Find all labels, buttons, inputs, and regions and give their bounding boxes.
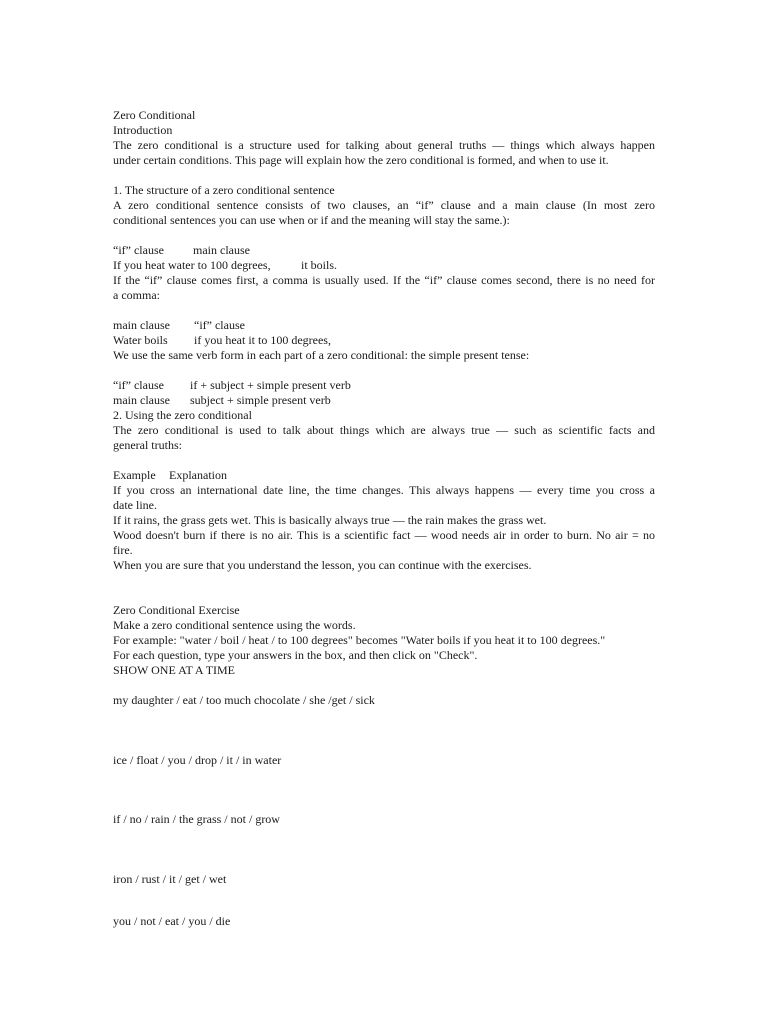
verb-form-table-row: [113, 393, 655, 408]
main-clause-cell: Water boils: [113, 333, 168, 347]
intro-paragraph-line: The zero conditional is a structure used for talking about general truths — things which always happen: [113, 138, 655, 152]
exercise-question: iron / rust / it / get / wet: [113, 872, 227, 886]
comma-note-line: If the “if” clause comes first, a comma is usually used. If the “if” clause comes second, there is no need for: [113, 273, 655, 287]
section-1-paragraph-line: conditional sentences you can use when or if and the meaning will stay the same.):: [113, 213, 510, 227]
example-line: Wood doesn't burn if there is no air. This is a scientific fact — wood needs air in order to burn. No air = no: [113, 528, 655, 542]
main-clause-label: main clause: [113, 393, 170, 407]
explanation-header: Explanation: [169, 468, 227, 482]
example-line: If it rains, the grass gets wet. This is basically always true — the rain makes the grass wet.: [113, 513, 547, 527]
main-clause-formula: subject + simple present verb: [190, 393, 331, 407]
section-2-heading: 2. Using the zero conditional: [113, 408, 252, 422]
example-header: Example: [113, 468, 156, 482]
exercise-how-to: For each question, type your answers in the box, and then click on "Check".: [113, 648, 478, 662]
comma-note-line: a comma:: [113, 288, 160, 302]
show-one-at-a-time: SHOW ONE AT A TIME: [113, 663, 236, 677]
if-clause-header: “if” clause: [194, 318, 245, 332]
clause-table-2-row: [113, 333, 655, 348]
clause-table-1-row: [113, 258, 655, 273]
page-title: Zero Conditional: [113, 108, 196, 122]
verb-form-table-row: [113, 378, 655, 393]
main-clause-header: main clause: [113, 318, 170, 332]
exercise-question: ice / float / you / drop / it / in water: [113, 753, 282, 767]
exercise-title: Zero Conditional Exercise: [113, 603, 240, 617]
verb-form-note: We use the same verb form in each part of a zero conditional: the simple present tense:: [113, 348, 530, 362]
exercise-instruction: Make a zero conditional sentence using the words.: [113, 618, 356, 632]
exercise-question: if / no / rain / the grass / not / grow: [113, 812, 280, 826]
if-clause-formula: if + subject + simple present verb: [190, 378, 351, 392]
example-line: If you cross an international date line, the time changes. This always happens — every time you cross a: [113, 483, 655, 497]
continue-note: When you are sure that you understand the lesson, you can continue with the exercises.: [113, 558, 532, 572]
section-2-paragraph-line: The zero conditional is used to talk about things which are always true — such as scientific facts and: [113, 423, 655, 437]
if-clause-header: “if” clause: [113, 243, 164, 257]
exercise-example: For example: "water / boil / heat / to 100 degrees" becomes "Water boils if you heat it to 100 degrees.": [113, 633, 606, 647]
if-clause-label: “if” clause: [113, 378, 164, 392]
main-clause-cell: it boils.: [301, 258, 338, 272]
clause-table-1-header: [113, 243, 655, 258]
document-page: [113, 108, 655, 929]
section-2-paragraph-line: general truths:: [113, 438, 182, 452]
example-line: fire.: [113, 543, 133, 557]
example-table-header: [113, 468, 655, 483]
if-clause-cell: If you heat water to 100 degrees,: [113, 258, 271, 272]
section-1-heading: 1. The structure of a zero conditional sentence: [113, 183, 335, 197]
main-clause-header: main clause: [193, 243, 250, 257]
example-line: date line.: [113, 498, 157, 512]
intro-heading: Introduction: [113, 123, 173, 137]
exercise-question: my daughter / eat / too much chocolate / she /get / sick: [113, 693, 375, 707]
if-clause-cell: if you heat it to 100 degrees,: [194, 333, 331, 347]
intro-paragraph-line: under certain conditions. This page will explain how the zero conditional is formed, and when to use it.: [113, 153, 609, 167]
clause-table-2-header: [113, 318, 655, 333]
section-1-paragraph-line: A zero conditional sentence consists of two clauses, an “if” clause and a main clause (In most zero: [113, 198, 655, 212]
exercise-question: you / not / eat / you / die: [113, 914, 231, 928]
